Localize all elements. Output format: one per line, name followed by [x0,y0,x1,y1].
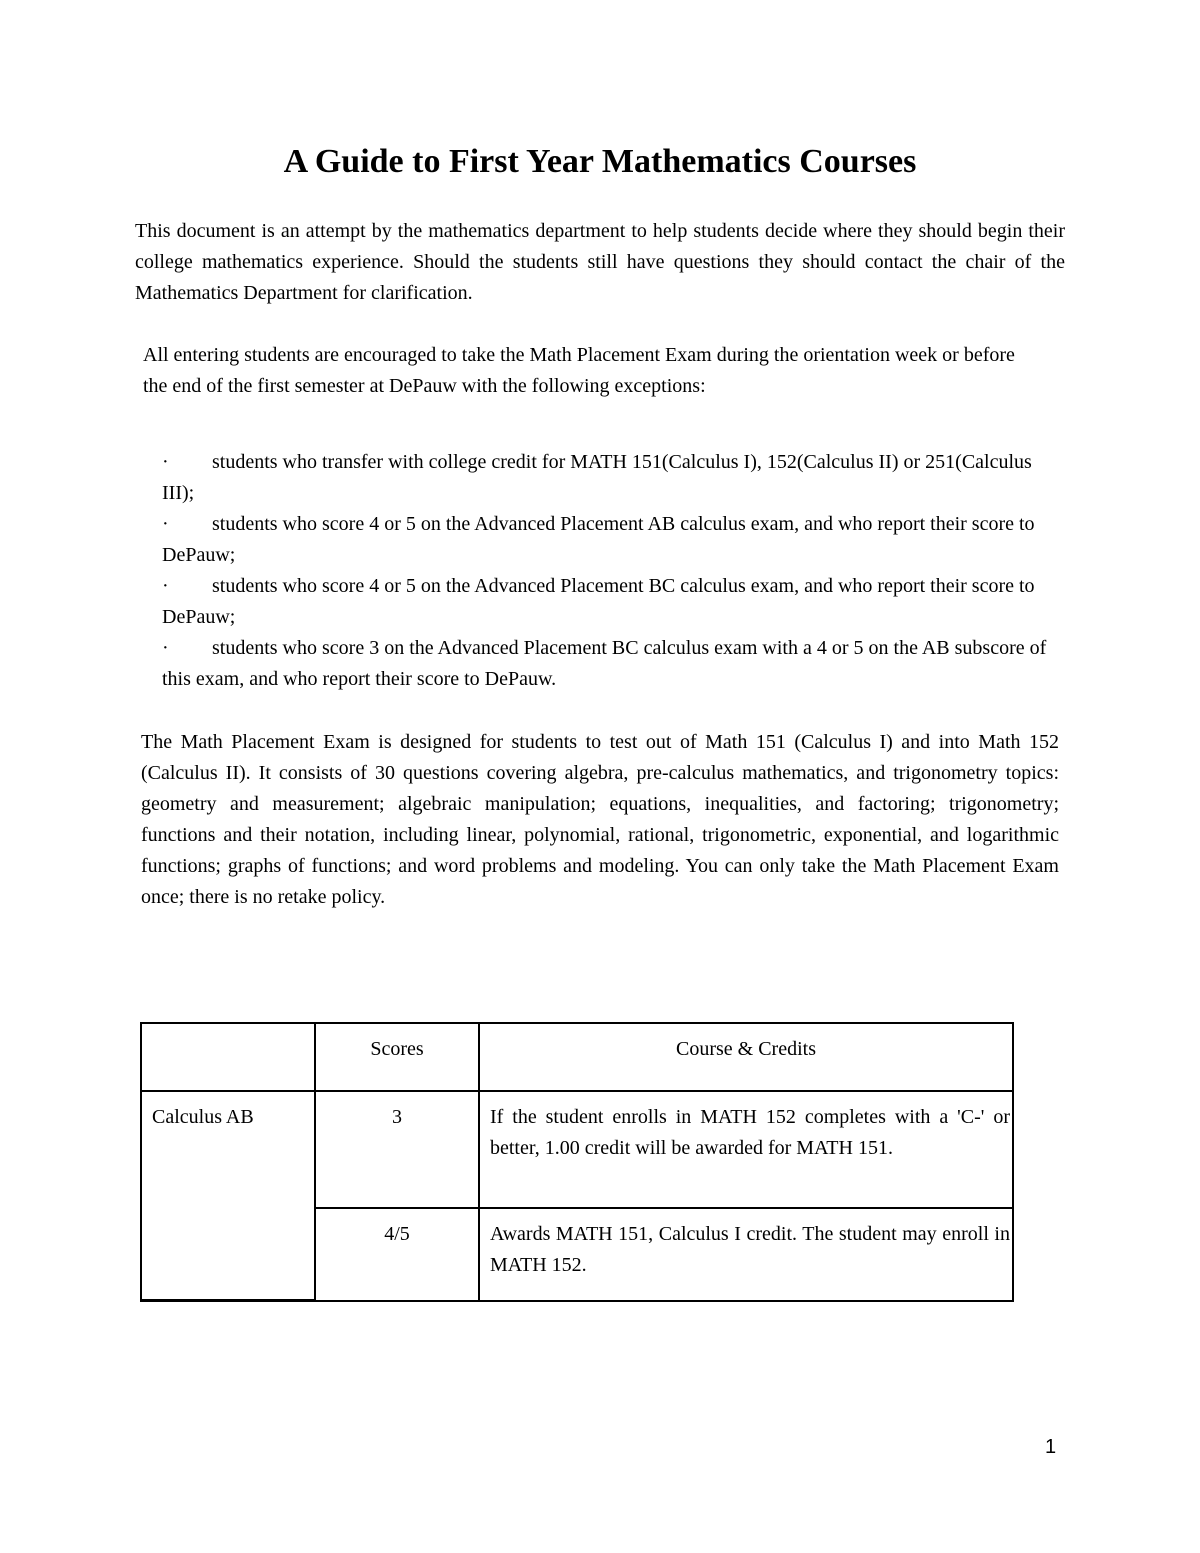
bullet-marker: · [162,637,169,659]
document-title: A Guide to First Year Mathematics Courses [283,143,917,180]
exception-item [162,571,1062,633]
table-header-course-credits: Course & Credits [479,1023,1013,1091]
exception-text: students who score 4 or 5 on the Advanced Placement AB calculus exam, and who report their score to DePauw; [162,513,1035,566]
exception-text: students who transfer with college credit for MATH 151(Calculus I), 152(Calculus II) or 251(Calculus III); [162,451,1032,504]
score-cell: 4/5 [315,1208,479,1300]
score-cell: 3 [315,1091,479,1208]
course-credit-cell: If the student enrolls in MATH 152 completes with a 'C-' or better, 1.00 credit will be awarded for MATH 151. [479,1091,1013,1208]
bullet-marker: · [162,451,169,473]
intro-paragraph: This document is an attempt by the mathematics department to help students decide where they should begin their college mathematics experience. Should the students still have questions they should contact the chair of the Mathematics Department for clarification. [135,220,1065,304]
course-credit-cell: Awards MATH 151, Calculus I credit. The student may enroll in MATH 152. [479,1208,1013,1300]
exceptions-list [162,447,1062,695]
page-number: 1 [1045,1436,1057,1458]
bullet-marker: · [162,513,169,535]
exam-description-paragraph: The Math Placement Exam is designed for students to test out of Math 151 (Calculus I) and into Math 152 (Calculus II). It consists of 30 questions covering algebra, pre-calculus mathematics, and trigonometry topics: geometry and measurement; algebraic manipulation; equations, inequalities, and factoring; trigonometry; functions and their notation, including linear, polynomial, rational, trigonometric, exponential, and logarithmic functions; graphs of functions; and word problems and modeling. You can only take the Math Placement Exam once; there is no retake policy. [141,731,1059,908]
placement-note-paragraph: All entering students are encouraged to take the Math Placement Exam during the orientation week or before the end of the first semester at DePauw with the following exceptions: [143,344,1015,397]
exception-item [162,509,1062,571]
exam-label-cell: Calculus AB [141,1091,315,1300]
exception-item [162,447,1062,509]
table-row [141,1091,1013,1208]
exception-text: students who score 3 on the Advanced Placement BC calculus exam with a 4 or 5 on the AB subscore of this exam, and who report their score to DePauw. [162,637,1047,690]
exception-text: students who score 4 or 5 on the Advanced Placement BC calculus exam, and who report their score to DePauw; [162,575,1035,628]
table-header-row [141,1023,1013,1091]
bullet-marker: · [162,575,169,597]
table-header-blank [141,1023,315,1091]
table-header-scores: Scores [315,1023,479,1091]
ap-credit-table [140,1022,1014,1302]
exception-item [162,633,1062,695]
